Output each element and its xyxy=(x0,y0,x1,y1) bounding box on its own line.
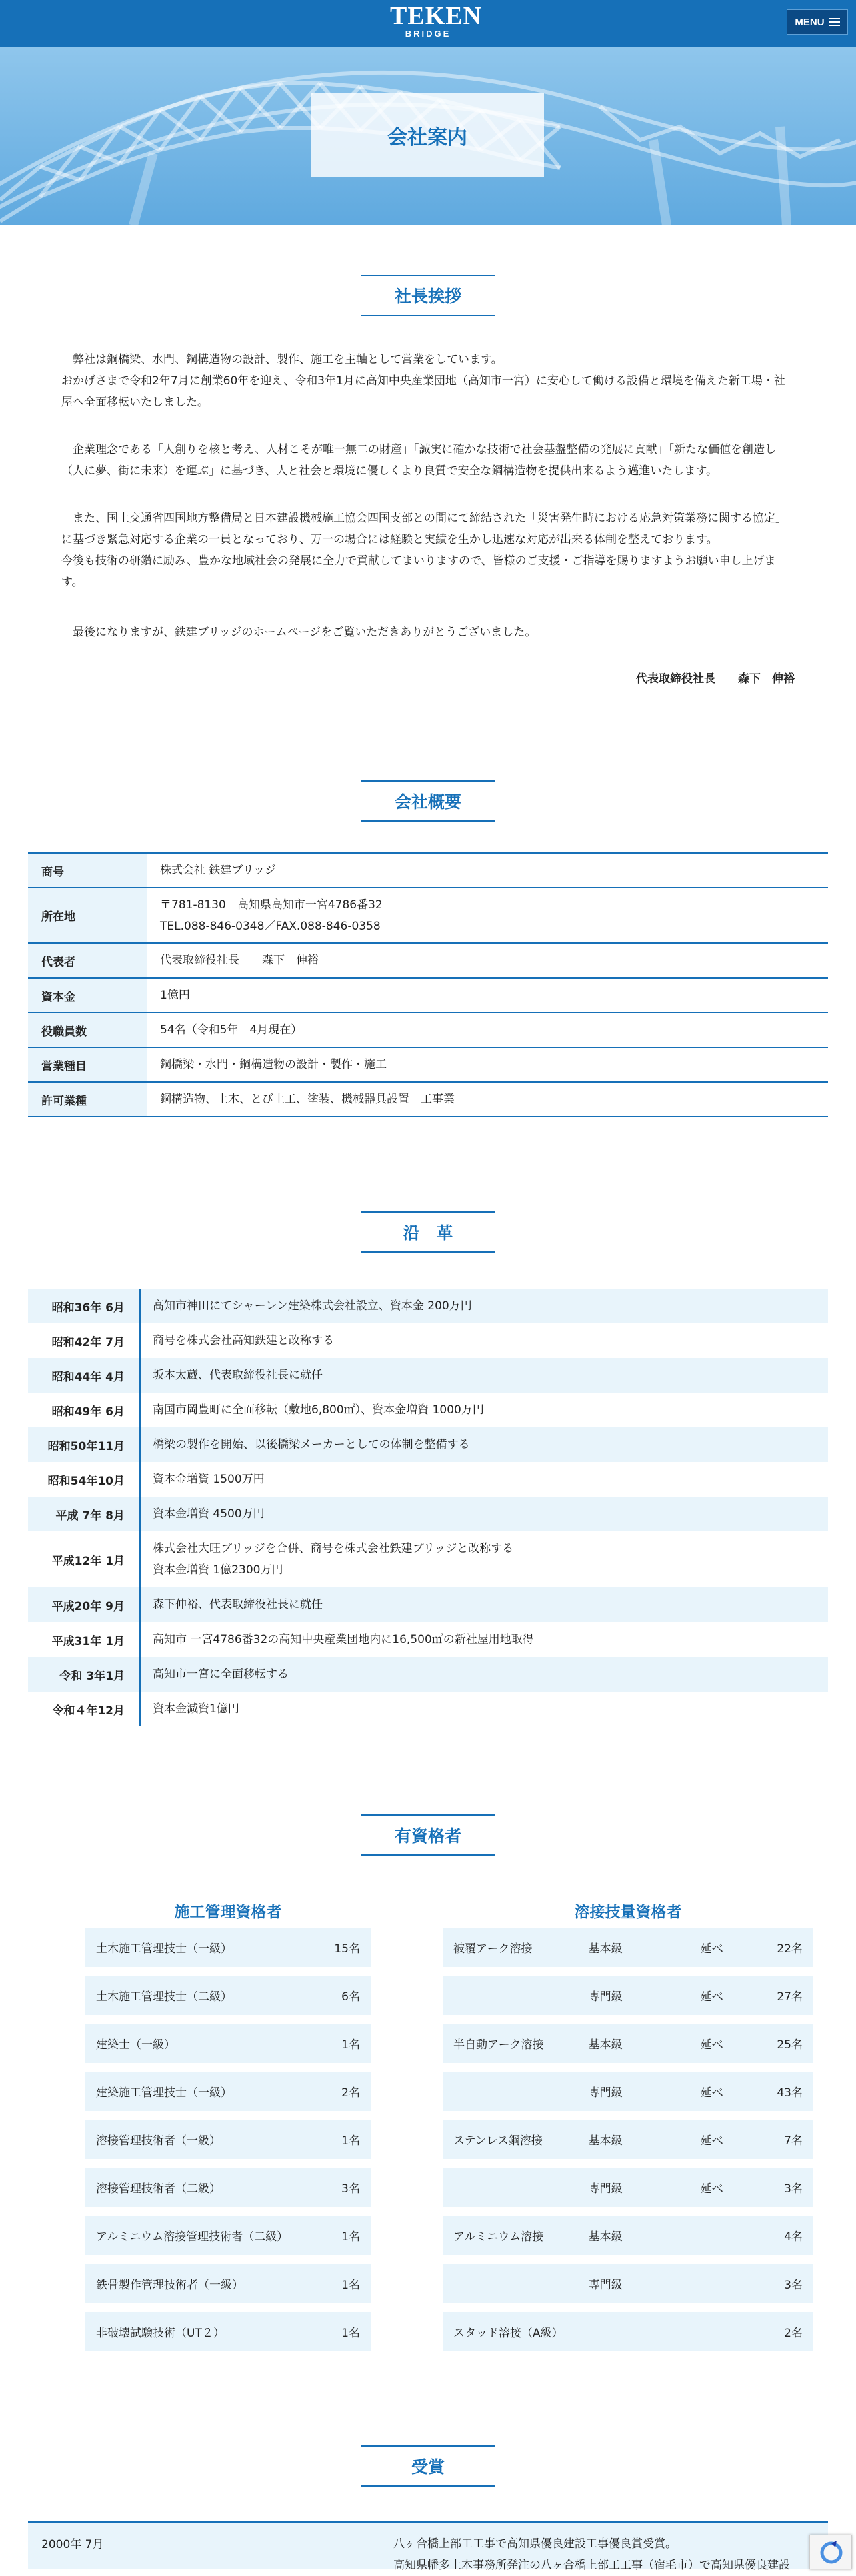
history-row xyxy=(28,1393,828,1427)
history-row xyxy=(28,1289,828,1323)
overview-key: 商号 xyxy=(28,853,147,888)
welding-count: 25名 xyxy=(777,2038,803,2052)
qualified-name: 土木施工管理技士（二級） xyxy=(96,1990,232,2004)
history-row xyxy=(28,1427,828,1462)
history-text: 南国市岡豊町に全面移転（敷地6,800㎡）、資本金増資 1000万円 xyxy=(140,1393,828,1427)
history-row xyxy=(28,1531,828,1587)
construction-qualified-list xyxy=(85,1928,371,2360)
history-text: 資本金増資 4500万円 xyxy=(140,1497,828,1531)
history-date: 昭和42年 7月 xyxy=(28,1323,140,1358)
qualified-row xyxy=(85,2072,371,2111)
overview-key: 役職員数 xyxy=(28,1013,147,1047)
qualified-name: 土木施工管理技士（一級） xyxy=(96,1942,232,1956)
welding-qualified-list xyxy=(443,1928,813,2360)
qualified-count: 1名 xyxy=(341,2134,360,2148)
history-table xyxy=(28,1289,828,1726)
welding-kind: 半自動アーク溶接 xyxy=(453,2038,544,2052)
greeting-paragraph-1: 弊社は鋼橋梁、水門、鋼構造物の設計、製作、施工を主軸として営業をしています。 おかげさまで令和2年7月に創業60年を迎え、令和3年1月に高知中央産業団地（高知市一宮）に安心して働ける設備と環境を備えた新工場・社屋へ全面移転いたしました。 xyxy=(61,353,785,409)
welding-count: 3名 xyxy=(784,2182,803,2196)
qualified-row xyxy=(85,2168,371,2207)
history-text: 資本金減資1億円 xyxy=(140,1692,828,1726)
history-date: 令和４年12月 xyxy=(28,1692,140,1726)
history-row xyxy=(28,1497,828,1531)
history-text: 資本金増資 1500万円 xyxy=(140,1462,828,1497)
overview-value: 鋼構造物、土木、とび土工、塗装、機械器具設置 工事業 xyxy=(147,1082,828,1117)
history-text: 株式会社大旺ブリッジを合併、商号を株式会社鉄建ブリッジと改称する 資本金増資 1億2300万円 xyxy=(140,1531,828,1587)
overview-value: 株式会社 鉄建ブリッジ xyxy=(147,853,828,888)
menu-button-label: MENU xyxy=(795,16,825,28)
history-text: 森下伸裕、代表取締役社長に就任 xyxy=(140,1587,828,1622)
overview-value: 54名（令和5年 4月現在） xyxy=(147,1013,828,1047)
overview-key: 資本金 xyxy=(28,978,147,1013)
qualified-row xyxy=(85,1976,371,2015)
welding-prefix: 延べ xyxy=(700,2038,723,2052)
company-overview-table xyxy=(28,852,828,1117)
history-section-title: 沿 革 xyxy=(361,1211,495,1253)
welding-row xyxy=(443,1976,813,2015)
history-row xyxy=(28,1622,828,1657)
history-date: 平成12年 1月 xyxy=(28,1531,140,1587)
qualified-name: アルミニウム溶接管理技術者（二級） xyxy=(96,2230,289,2244)
qualified-name: 鉄骨製作管理技術者（一級） xyxy=(96,2279,243,2292)
welding-grade: 専門級 xyxy=(588,2182,623,2196)
overview-row xyxy=(28,978,828,1013)
history-row xyxy=(28,1323,828,1358)
history-row xyxy=(28,1692,828,1726)
recaptcha-icon xyxy=(810,2535,853,2570)
welding-count: 2名 xyxy=(784,2327,803,2340)
qualified-row xyxy=(85,2264,371,2303)
qualified-name: 非破壊試験技術（UT２） xyxy=(96,2327,225,2340)
history-row xyxy=(28,1657,828,1692)
qualified-row xyxy=(85,2024,371,2063)
overview-row xyxy=(28,888,828,943)
qualified-count: 2名 xyxy=(341,2086,360,2100)
overview-row xyxy=(28,1013,828,1047)
construction-qualified-heading: 施工管理資格者 xyxy=(174,1904,282,1921)
qualified-count: 1名 xyxy=(341,2327,360,2340)
welding-row xyxy=(443,2024,813,2063)
history-text: 橋梁の製作を開始、以後橋梁メーカーとしての体制を整備する xyxy=(140,1427,828,1462)
welding-grade: 基本級 xyxy=(588,2134,623,2148)
president-signature: 代表取締役社長 森下 伸裕 xyxy=(636,672,795,686)
award-text: 八ヶ合橋上部工工事で高知県優良建設工事優良賞受賞。 高知県幡多土木事務所発注の八ヶ合橋上部工工事（宿毛市）で高知県優良建設 xyxy=(393,2537,790,2572)
welding-row xyxy=(443,2120,813,2159)
history-row xyxy=(28,1462,828,1497)
welding-kind: アルミニウム溶接 xyxy=(453,2230,544,2244)
welding-count: 22名 xyxy=(777,1942,803,1956)
qualified-name: 溶接管理技術者（一級） xyxy=(96,2134,221,2148)
welding-grade: 専門級 xyxy=(588,1990,623,2004)
qualified-row xyxy=(85,1928,371,1967)
qualified-row xyxy=(85,2312,371,2351)
welding-grade: 基本級 xyxy=(588,2038,623,2052)
overview-key: 営業種目 xyxy=(28,1047,147,1082)
history-date: 平成20年 9月 xyxy=(28,1587,140,1622)
overview-row xyxy=(28,853,828,888)
hero-banner xyxy=(0,47,856,225)
history-text: 高知市一宮に全面移転する xyxy=(140,1657,828,1692)
welding-kind: 被覆アーク溶接 xyxy=(453,1942,533,1956)
history-text: 高知市 一宮4786番32の高知中央産業団地内に16,500㎡の新社屋用地取得 xyxy=(140,1622,828,1657)
welding-row xyxy=(443,2168,813,2207)
qualified-name: 建築士（一級） xyxy=(96,2038,175,2052)
menu-button[interactable] xyxy=(787,9,848,35)
welding-kind: ステンレス鋼溶接 xyxy=(453,2134,543,2148)
history-date: 昭和49年 6月 xyxy=(28,1393,140,1427)
qualified-section-title: 有資格者 xyxy=(361,1814,495,1856)
history-text: 商号を株式会社高知鉄建と改称する xyxy=(140,1323,828,1358)
welding-prefix: 延べ xyxy=(700,2134,723,2148)
award-row xyxy=(28,2521,828,2572)
welding-count: 27名 xyxy=(777,1990,803,2004)
qualified-name: 建築施工管理技士（一級） xyxy=(96,2086,232,2100)
overview-value: 1億円 xyxy=(147,978,828,1013)
qualified-count: 1名 xyxy=(341,2230,360,2244)
welding-prefix: 延べ xyxy=(700,2182,723,2196)
welding-count: 4名 xyxy=(784,2230,803,2244)
welding-grade: 基本級 xyxy=(588,2230,623,2244)
welding-prefix: 延べ xyxy=(700,2086,723,2100)
overview-key: 許可業種 xyxy=(28,1082,147,1117)
history-date: 昭和36年 6月 xyxy=(28,1289,140,1323)
welding-row xyxy=(443,2216,813,2255)
welding-row xyxy=(443,2072,813,2111)
welding-prefix: 延べ xyxy=(700,1990,723,2004)
overview-value: 鋼橋梁・水門・鋼構造物の設計・製作・施工 xyxy=(147,1047,828,1082)
overview-key: 代表者 xyxy=(28,943,147,978)
welding-row xyxy=(443,2264,813,2303)
history-date: 昭和50年11月 xyxy=(28,1427,140,1462)
history-row xyxy=(28,1587,828,1622)
qualified-count: 15名 xyxy=(334,1942,360,1956)
qualified-count: 1名 xyxy=(341,2038,360,2052)
welding-grade: 基本級 xyxy=(588,1942,623,1956)
welding-count: 7名 xyxy=(784,2134,803,2148)
history-date: 昭和44年 4月 xyxy=(28,1358,140,1393)
overview-value: 〒781-8130 高知県高知市一宮4786番32 TEL.088-846-0348／FAX.088-846-0358 xyxy=(147,888,828,943)
qualified-count: 6名 xyxy=(341,1990,360,2004)
site-header xyxy=(0,0,856,47)
greeting-paragraph-2: 企業理念である「人創りを核と考え、人材こそが唯一無二の財産」「誠実に確かな技術で社会基盤整備の発展に貢献」「新たな価値を創造し（人に夢、街に未来）を運ぶ」に基づき、人と社会と環境に優しくより良質で安全な鋼構造物を提供出来るよう邁進いたします。 xyxy=(61,443,777,478)
history-date: 平成 7年 8月 xyxy=(28,1497,140,1531)
history-date: 令和 3年1月 xyxy=(28,1657,140,1692)
page-title: 会社案内 xyxy=(387,125,467,149)
overview-row xyxy=(28,1047,828,1082)
overview-row xyxy=(28,943,828,978)
welding-count: 3名 xyxy=(784,2279,803,2292)
qualified-row xyxy=(85,2216,371,2255)
welding-kind: スタッド溶接（A級） xyxy=(453,2327,563,2340)
welding-row xyxy=(443,1928,813,1967)
greeting-paragraph-4: 最後になりますが、鉄建ブリッジのホームページをご覧いただきありがとうございました。 xyxy=(61,626,537,639)
qualified-count: 3名 xyxy=(341,2182,360,2196)
greeting-section-title: 社長挨拶 xyxy=(361,275,495,316)
overview-value: 代表取締役社長 森下 伸裕 xyxy=(147,943,828,978)
welding-row xyxy=(443,2312,813,2351)
award-date: 2000年 7月 xyxy=(41,2538,104,2551)
welding-grade: 専門級 xyxy=(588,2086,623,2100)
welding-prefix: 延べ xyxy=(700,1942,723,1956)
logo-sub-text: BRIDGE xyxy=(405,29,451,39)
welding-count: 43名 xyxy=(777,2086,803,2100)
logo-main-text: TEKEN xyxy=(390,2,483,30)
overview-key: 所在地 xyxy=(28,888,147,943)
qualified-row xyxy=(85,2120,371,2159)
hamburger-icon xyxy=(829,18,840,26)
overview-section-title: 会社概要 xyxy=(361,780,495,822)
company-logo[interactable] xyxy=(390,2,483,40)
history-date: 昭和54年10月 xyxy=(28,1462,140,1497)
hero-title-box xyxy=(311,93,544,177)
history-row xyxy=(28,1358,828,1393)
welding-qualified-heading: 溶接技量資格者 xyxy=(574,1904,682,1921)
welding-grade: 専門級 xyxy=(588,2279,623,2292)
recaptcha-badge[interactable] xyxy=(809,2535,852,2569)
history-date: 平成31年 1月 xyxy=(28,1622,140,1657)
overview-row xyxy=(28,1082,828,1117)
awards-section-title: 受賞 xyxy=(361,2445,495,2487)
qualified-count: 1名 xyxy=(341,2279,360,2292)
qualified-name: 溶接管理技術者（二級） xyxy=(96,2182,221,2196)
greeting-paragraph-3: また、国土交通省四国地方整備局と日本建設機械施工協会四国支部との間にて締結された「災害発生時における応急対策業務に関する協定」に基づき緊急対応する企業の一員となっており、万一の場合には経験と実績を生かし迅速な対応が出来る体制を整えております。 今後も技術の研鑽に励み、豊かな地域社会の発展に全力で貢献してまいりますので、皆様のご支援・ご指導を賜りますようお願い申し上げます。 xyxy=(61,512,787,589)
history-text: 高知市神田にてシャーレン建築株式会社設立、資本金 200万円 xyxy=(140,1289,828,1323)
history-text: 坂本太蔵、代表取締役社長に就任 xyxy=(140,1358,828,1393)
